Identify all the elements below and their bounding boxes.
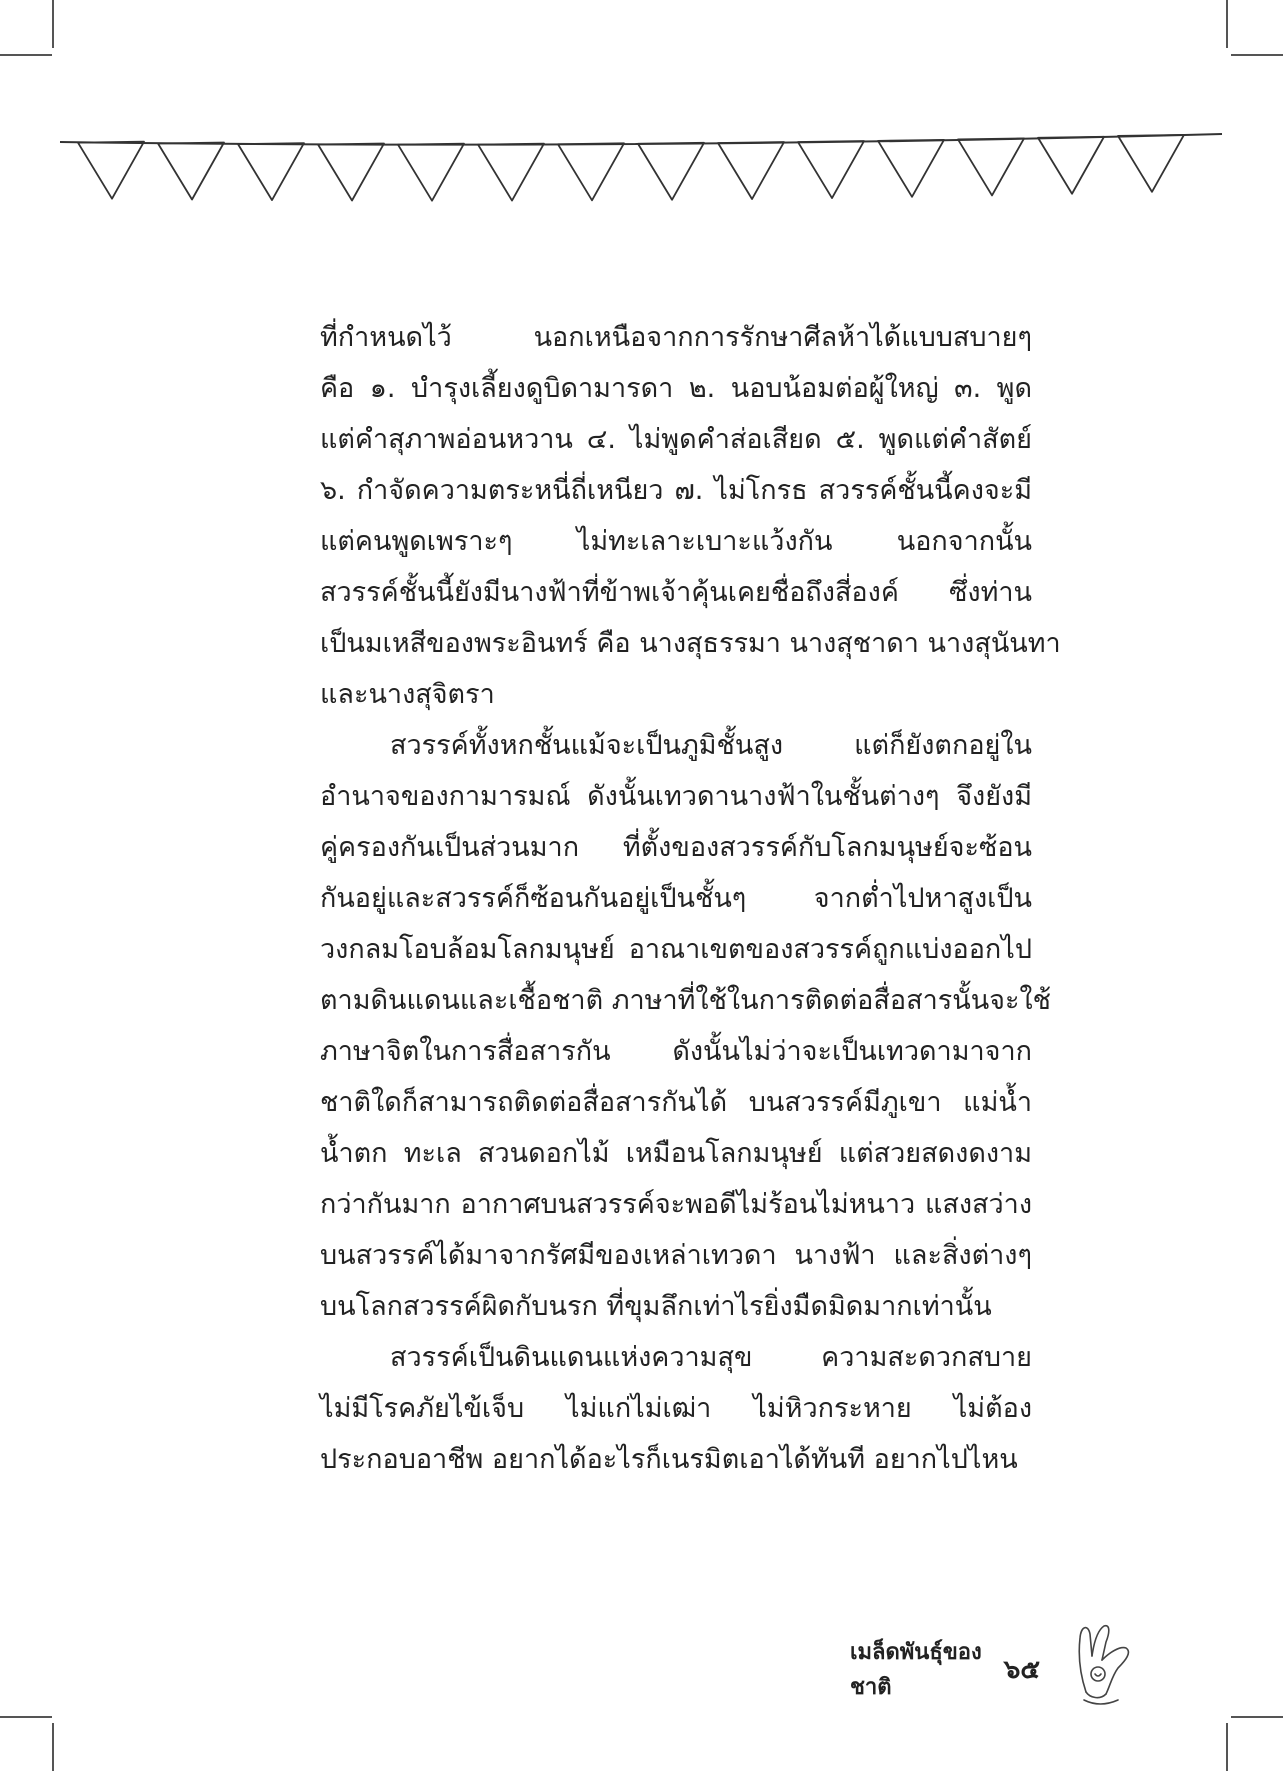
body-line: น้ำตก ทะเล สวนดอกไม้ เหมือนโลกมนุษย์ แต่สวยสดงดงาม — [320, 1138, 1032, 1169]
bunting-flag — [1038, 137, 1104, 194]
body-line: ชาติใดก็สามารถติดต่อสื่อสารกันได้ บนสวรรค์มีภูเขา แม่น้ำ — [320, 1087, 1032, 1118]
body-line: สวรรค์ทั้งหกชั้นแม้จะเป็นภูมิชั้นสูง แต่ก็ยังตกอยู่ใน — [390, 730, 1032, 761]
bunting-flag — [718, 142, 784, 199]
bunting-flag — [958, 138, 1024, 195]
bunting-flag — [798, 141, 864, 198]
bunting-flag — [478, 144, 544, 201]
body-line: บนสวรรค์ได้มาจากรัศมีของเหล่าเทวดา นางฟ้า และสิ่งต่างๆ — [320, 1240, 1032, 1271]
bunting-flag — [158, 142, 224, 199]
bunting-flags-icon — [0, 0, 1283, 230]
bunting-flag — [1118, 135, 1184, 192]
crop-mark — [52, 1723, 54, 1771]
body-line: ไม่มีโรคภัยไข้เจ็บ ไม่แก่ไม่เฒ่า ไม่หิวกระหาย ไม่ต้อง — [320, 1393, 1032, 1424]
body-line: อำนาจของกามารมณ์ ดังนั้นเทวดานางฟ้าในชั้นต่างๆ จึงยังมี — [320, 781, 1032, 812]
body-line: สวรรค์เป็นดินแดนแห่งความสุข ความสะดวกสบาย — [390, 1342, 1032, 1373]
body-line: คู่ครองกันเป็นส่วนมาก ที่ตั้งของสวรรค์กับโลกมนุษย์จะซ้อน — [320, 832, 1032, 863]
body-line: วงกลมโอบล้อมโลกมนุษย์ อาณาเขตของสวรรค์ถูกแบ่งออกไป — [320, 934, 1032, 965]
body-line: บนโลกสวรรค์ผิดกับนรก ที่ขุมลึกเท่าไรยิ่งมืดมิดมากเท่านั้น — [320, 1291, 992, 1322]
bunting-flag — [638, 143, 704, 200]
page-number: ๖๕ — [1003, 1654, 1040, 1685]
body-line: ตามดินแดนและเชื้อชาติ ภาษาที่ใช้ในการติดต่อสื่อสารนั้นจะใช้ — [320, 985, 1051, 1016]
bunting-flag — [238, 143, 304, 200]
crop-mark — [0, 1716, 52, 1718]
bunting-flag — [398, 144, 464, 201]
crop-mark — [1231, 1716, 1283, 1718]
body-text — [320, 312, 1061, 1485]
book-title: เมล็ดพันธุ์ของชาติ — [850, 1640, 982, 1700]
crop-mark — [1226, 1723, 1228, 1771]
body-line: และนางสุจิตรา — [320, 679, 495, 710]
page-footer — [850, 1639, 1040, 1699]
body-line: เป็นมเหสีของพระอินทร์ คือ นางสุธรรมา นางสุชาดา นางสุนันทา — [320, 628, 1061, 659]
body-line: แต่คำสุภาพอ่อนหวาน ๔. ไม่พูดคำส่อเสียด ๕. พูดแต่คำสัตย์ — [320, 424, 1032, 455]
bunting-flag — [558, 143, 624, 200]
body-line: ที่กำหนดไว้ นอกเหนือจากการรักษาศีลห้าได้แบบสบายๆ — [320, 322, 1032, 353]
body-line: กันอยู่และสวรรค์ก็ซ้อนกันอยู่เป็นชั้นๆ จากต่ำไปหาสูงเป็น — [320, 883, 1032, 914]
hand-sign-emblem-icon — [1066, 1612, 1138, 1712]
body-line: ๖. กำจัดความตระหนี่ถี่เหนียว ๗. ไม่โกรธ สวรรค์ชั้นนี้คงจะมี — [320, 475, 1032, 506]
body-line: คือ ๑. บำรุงเลี้ยงดูบิดามารดา ๒. นอบน้อมต่อผู้ใหญ่ ๓. พูด — [320, 373, 1032, 404]
body-line: ประกอบอาชีพ อยากได้อะไรก็เนรมิตเอาได้ทันที อยากไปไหน — [320, 1444, 1018, 1475]
body-line: กว่ากันมาก อากาศบนสวรรค์จะพอดีไม่ร้อนไม่หนาว แสงสว่าง — [320, 1189, 1032, 1220]
bunting-flag — [318, 144, 384, 201]
bunting-flag — [878, 140, 944, 197]
body-line: สวรรค์ชั้นนี้ยังมีนางฟ้าที่ข้าพเจ้าคุ้นเคยชื่อถึงสี่องค์ ซึ่งท่าน — [320, 577, 1032, 608]
body-line: แต่คนพูดเพราะๆ ไม่ทะเลาะเบาะแว้งกัน นอกจากนั้น — [320, 526, 1032, 557]
bunting-flag — [78, 142, 144, 199]
body-line: ภาษาจิตในการสื่อสารกัน ดังนั้นไม่ว่าจะเป็นเทวดามาจาก — [320, 1036, 1032, 1067]
